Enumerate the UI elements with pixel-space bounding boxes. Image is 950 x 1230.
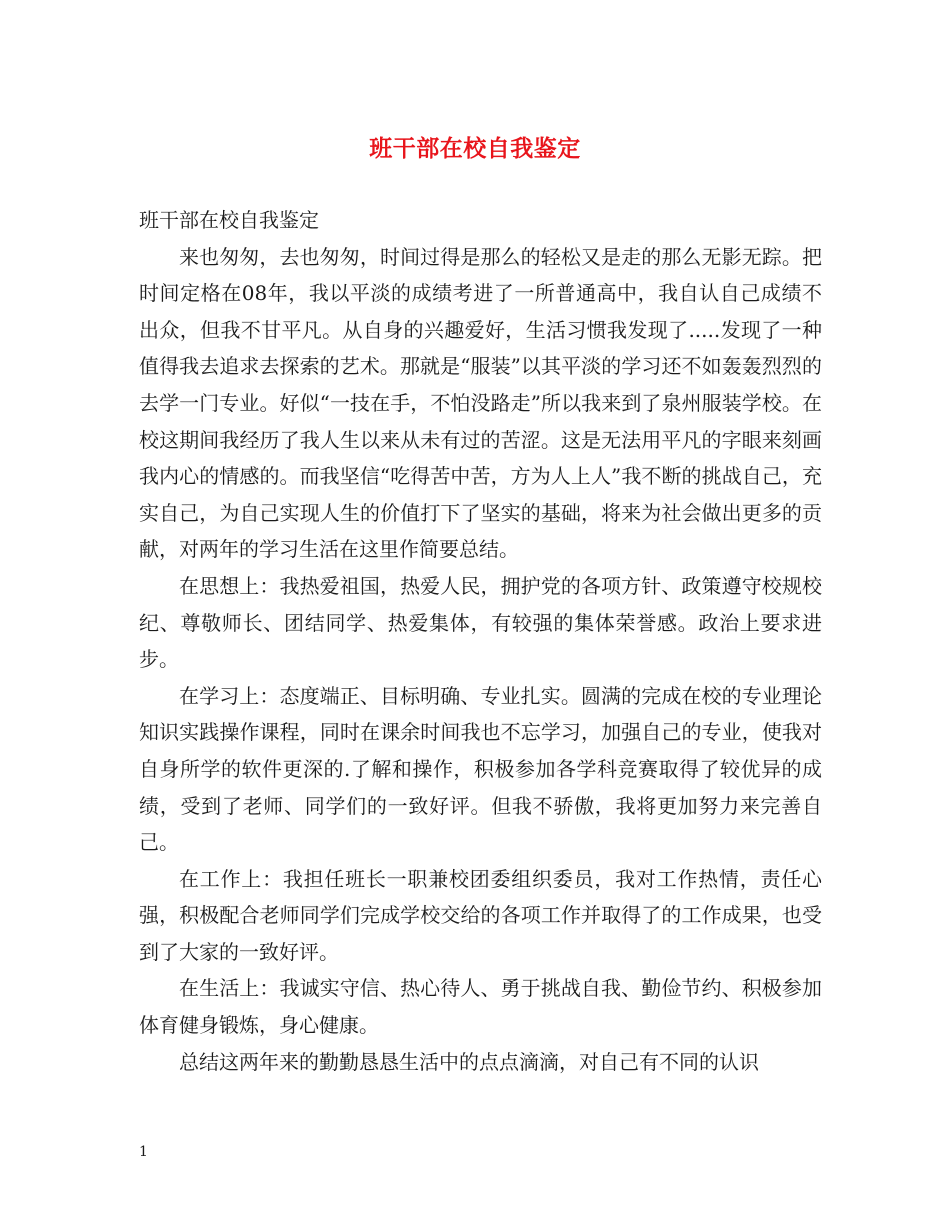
- document-subtitle: 班干部在校自我鉴定: [139, 208, 319, 232]
- page-number: 1: [139, 1144, 148, 1160]
- paragraph-intro: 来也匆匆，去也匆匆，时间过得是那么的轻松又是走的那么无影无踪。把时间定格在08年，我以平淡的成绩考进了一所普通高中，我自认自己成绩不出众，但我不甘平凡。从自身的兴趣爱好，生活习惯我发现了.....发现了一种值得我去追求去探索的艺术。那就是“服装”以其平淡的学习还不如轰轰烈烈的去学一门专业。好似“一技在手，不怕没路走”所以我来到了泉州服装学校。在校这期间我经历了我人生以来从未有过的苦涩。这是无法用平凡的字眼来刻画我内心的情感的。而我坚信“吃得苦中苦，方为人上人”我不断的挑战自己，充实自己，为自己实现人生的价值打下了坚实的基础，将来为社会做出更多的贡献，对两年的学习生活在这里作简要总结。: [139, 244, 822, 562]
- paragraph-work: 在工作上：我担任班长一职兼校团委组织委员，我对工作热情，责任心强，积极配合老师同学们完成学校交给的各项工作并取得了的工作成果，也受到了大家的一致好评。: [139, 866, 822, 964]
- paragraph-life: 在生活上：我诚实守信、热心待人、勇于挑战自我、勤俭节约、积极参加体育健身锻炼，身心健康。: [139, 976, 822, 1038]
- document-title: 班干部在校自我鉴定: [369, 135, 581, 162]
- paragraph-thought: 在思想上：我热爱祖国，热爱人民，拥护党的各项方针、政策遵守校规校纪、尊敬师长、团结同学、热爱集体，有较强的集体荣誉感。政治上要求进步。: [139, 573, 822, 672]
- document-body: [139, 202, 822, 1080]
- paragraph-summary: 总结这两年来的勤勤恳恳生活中的点点滴滴，对自己有不同的认识: [179, 1049, 759, 1074]
- paragraph-study: 在学习上：态度端正、目标明确、专业扎实。圆满的完成在校的专业理论知识实践操作课程，同时在课余时间我也不忘学习，加强自己的专业，使我对自身所学的软件更深的.了解和操作，积极参加各学科竞赛取得了较优异的成绩，受到了老师、同学们的一致好评。但我不骄傲，我将更加努力来完善自己。: [139, 683, 822, 855]
